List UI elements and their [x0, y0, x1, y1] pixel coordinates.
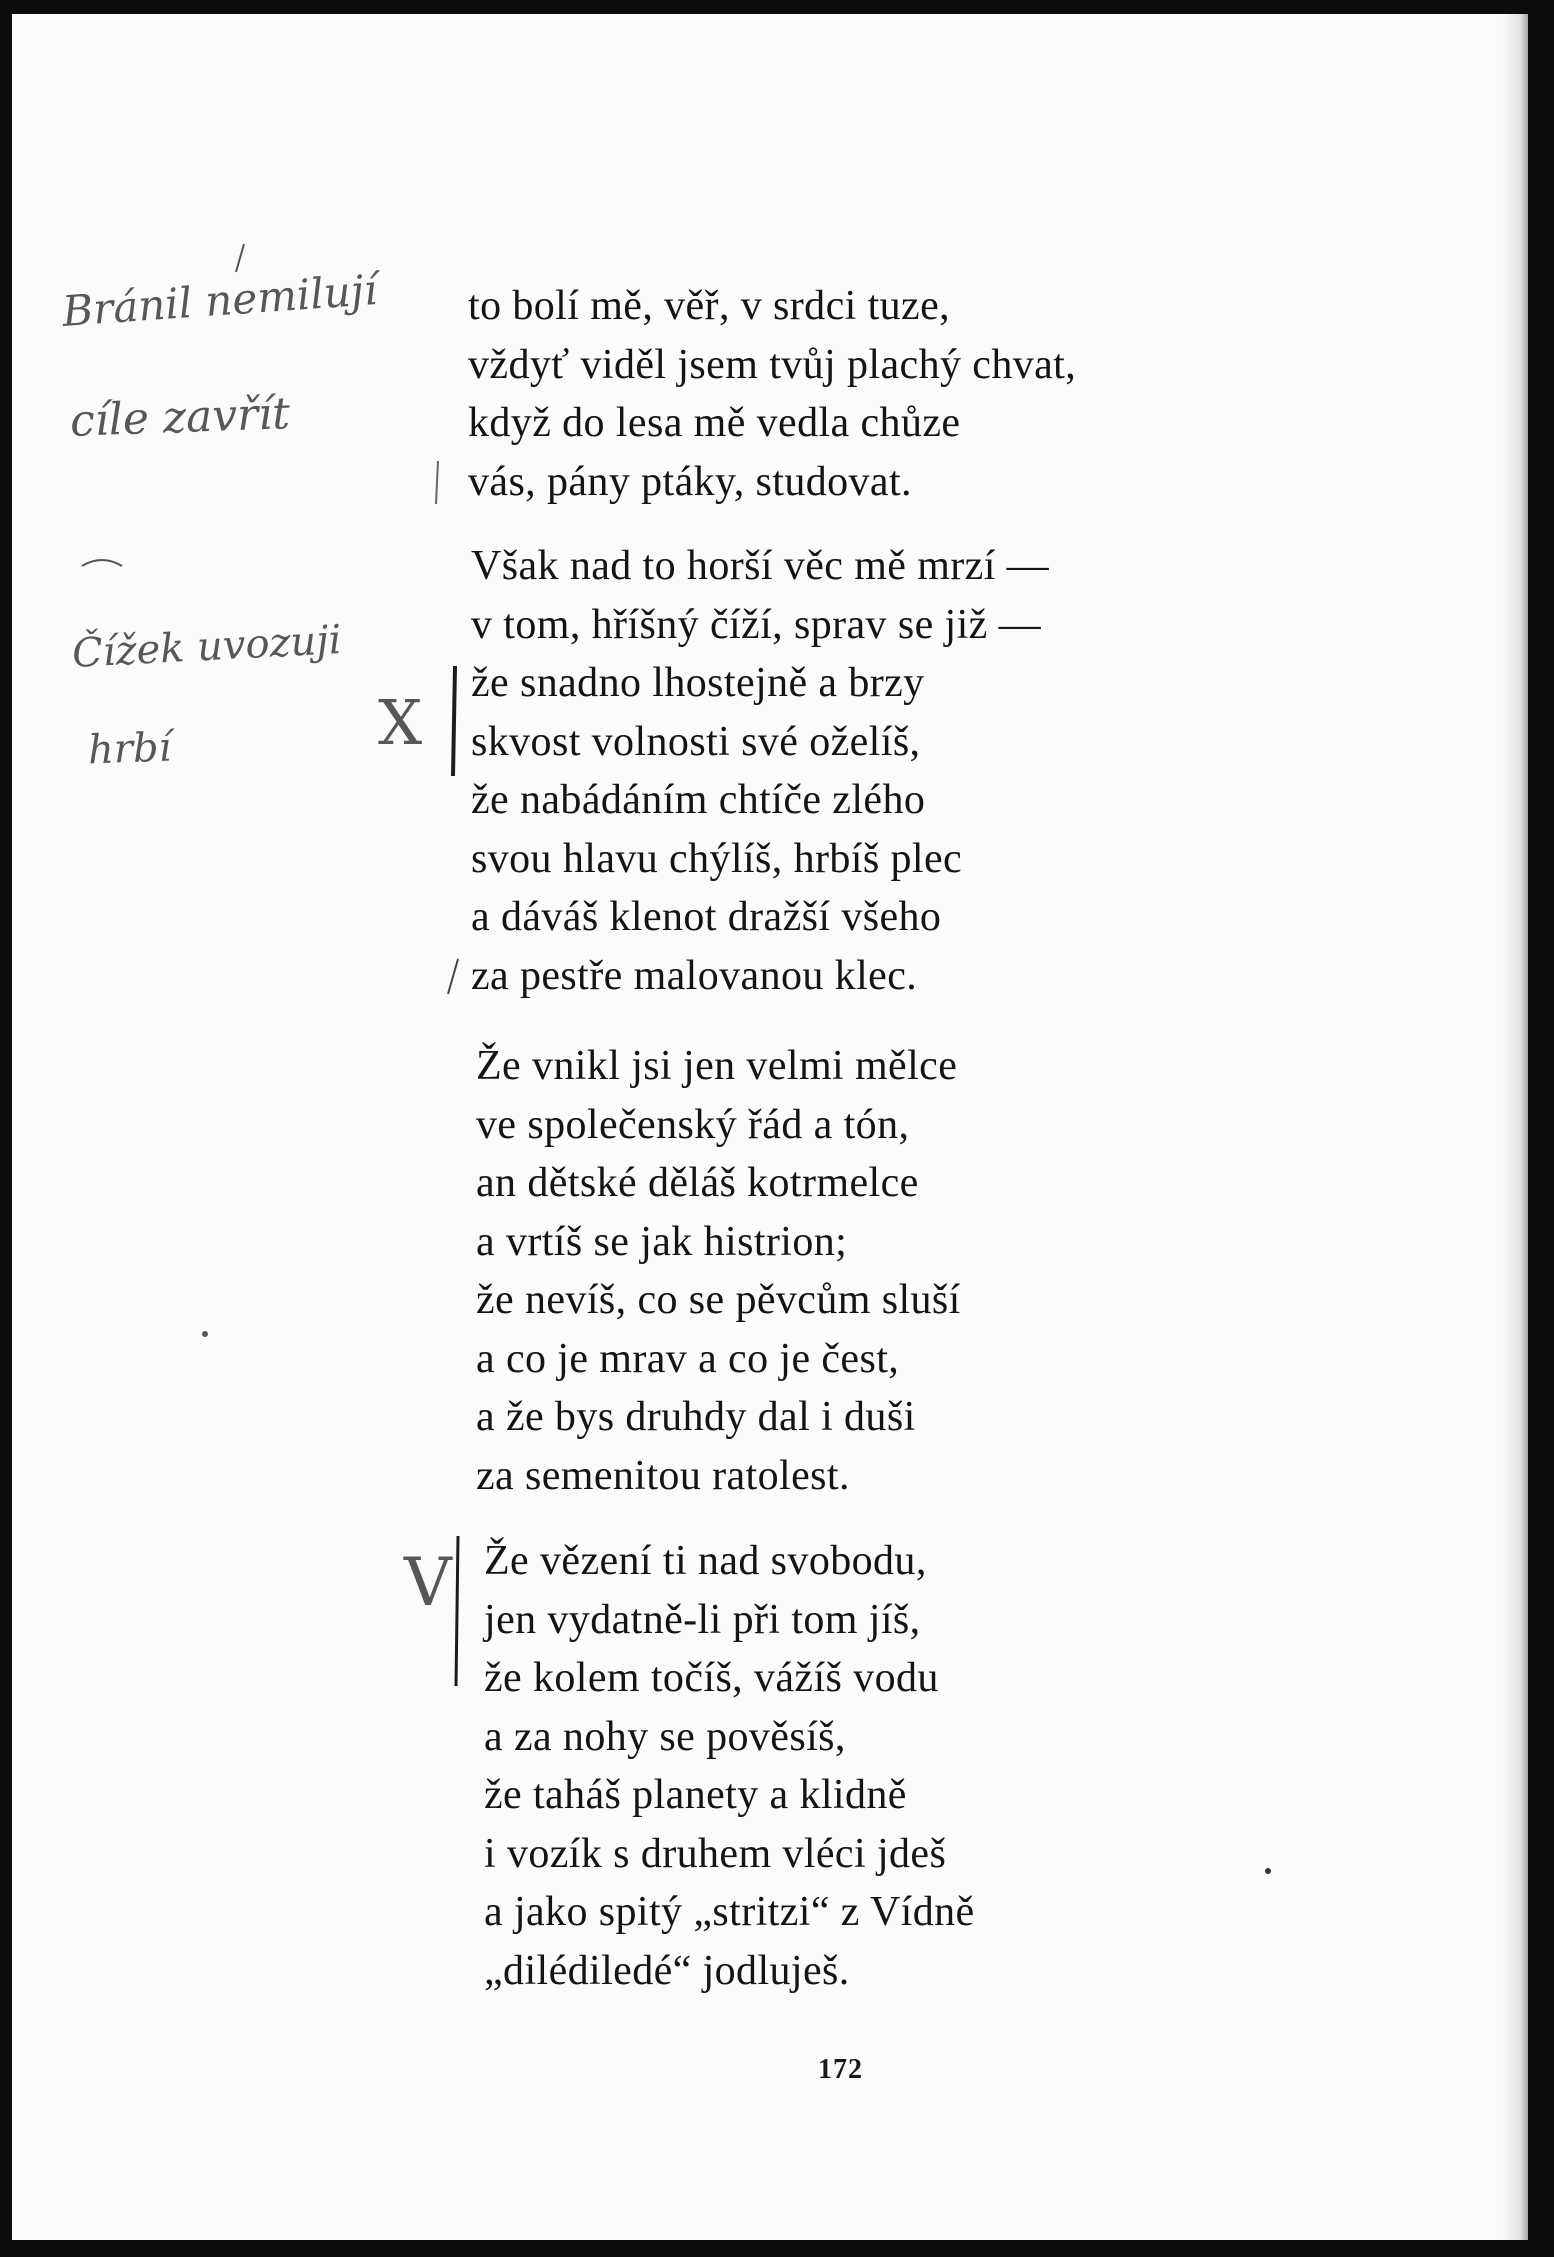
marginal-numeral-x: X [378, 686, 423, 759]
poem-line: a jako spitý „stritzi“ z Vídně [484, 1889, 975, 1935]
poem-line: skvost volnosti své oželíš, [471, 718, 921, 765]
handwritten-note-line: hrbí [87, 724, 173, 774]
pencil-slash [448, 959, 458, 994]
poem-line: an dětské děláš kotrmelce [476, 1160, 919, 1206]
poem-line: jen vydatně-li při tom jíš, [484, 1596, 921, 1643]
book-page [12, 14, 1528, 2240]
pencil-dot [1265, 1868, 1271, 1874]
poem-line: „dilédiledé“ jodluješ. [484, 1947, 850, 1994]
poem-line: Že vnikl jsi jen velmi mělce [476, 1043, 958, 1089]
poem-line: svou hlavu chýlíš, hrbíš plec [471, 835, 963, 882]
poem-line: a co je mrav a co je čest, [476, 1335, 900, 1382]
poem-line: vždyť viděl jsem tvůj plachý chvat, [468, 341, 1077, 388]
pencil-marks [12, 14, 1528, 2240]
poem-line: a za nohy se pověsíš, [484, 1713, 846, 1760]
poem-line: Že vězení ti nad svobodu, [484, 1538, 927, 1584]
poem-line: že snadno lhostejně a brzy [471, 660, 925, 706]
poem-line: když do lesa mě vedla chůze [468, 400, 961, 446]
poem-line: to bolí mě, věř, v srdci tuze, [468, 283, 951, 329]
pencil-arc [82, 560, 122, 566]
handwritten-note-line: Bránil nemilují [60, 265, 379, 336]
poem-line: za pestře malovanou klec. [471, 952, 918, 999]
margin-bar-stanza-4 [456, 1536, 458, 1686]
handwritten-note-line: Čížek uvozuji [70, 616, 343, 678]
poem-line: v tom, hříšný číží, sprav se již — [471, 601, 1041, 648]
poem-line: že kolem točíš, vážíš vodu [484, 1655, 939, 1701]
poem-line: ve společenský řád a tón, [476, 1101, 910, 1148]
poem-line: a že bys druhdy dal i duši [476, 1394, 916, 1440]
pencil-dot [202, 1331, 208, 1337]
poem-line: a dáváš klenot dražší všeho [471, 894, 942, 940]
poem-line: vás, pány ptáky, studovat. [468, 458, 912, 505]
margin-bar-stanza-2 [453, 666, 455, 776]
marginal-numeral-v: V [404, 1544, 452, 1621]
poem-line: že taháš planety a klidně [484, 1772, 907, 1818]
poem-line: a vrtíš se jak histrion; [476, 1218, 848, 1265]
poem-line: i vozík s druhem vléci jdeš [484, 1830, 947, 1877]
pencil-tick [236, 244, 244, 272]
handwritten-note-line: cíle zavřít [69, 388, 291, 447]
poem-line: za semenitou ratolest. [476, 1452, 850, 1499]
poem-line: že nabádáním chtíče zlého [471, 777, 926, 823]
poem-line: Však nad to horší věc mě mrzí — [471, 543, 1050, 589]
pencil-dash [436, 461, 438, 504]
page-number: 172 [818, 2054, 863, 2085]
poem-line: že nevíš, co se pěvcům sluší [476, 1277, 961, 1323]
